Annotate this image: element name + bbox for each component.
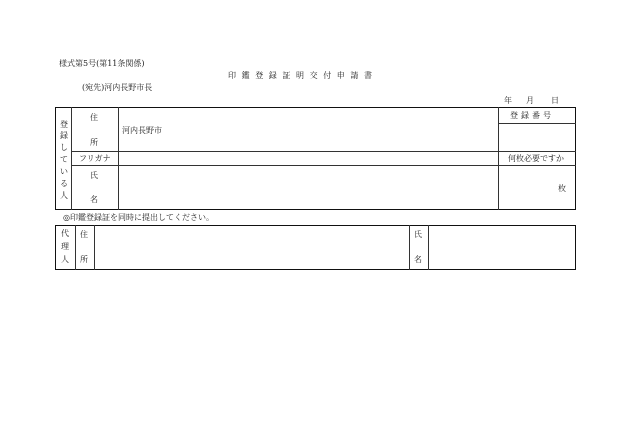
copies-question: 何枚必要ですか: [508, 154, 564, 163]
addressee: (宛先)河内長野市長: [82, 83, 153, 92]
date-year-label: 年: [504, 96, 512, 105]
address-field[interactable]: 河内長野市: [122, 126, 162, 135]
date-month-label: 月: [526, 96, 534, 105]
agent-name-field[interactable]: [430, 227, 574, 268]
agent-address-field[interactable]: [96, 227, 407, 268]
name-field[interactable]: [120, 167, 496, 208]
date-day-label: 日: [551, 96, 559, 105]
copies-field[interactable]: [500, 167, 550, 208]
form-title: 印鑑登録証明交付申請書: [228, 71, 378, 80]
registration-number-field[interactable]: [500, 125, 574, 150]
registration-number-label: 登録番号: [510, 111, 554, 120]
copies-unit: 枚: [558, 184, 566, 193]
furigana-label: フリガナ: [79, 154, 111, 163]
furigana-field[interactable]: [120, 153, 496, 164]
form-number: 様式第5号(第11条関係): [59, 59, 145, 68]
submission-note: ◎印鑑登録証を同時に提出してください。: [63, 213, 214, 222]
